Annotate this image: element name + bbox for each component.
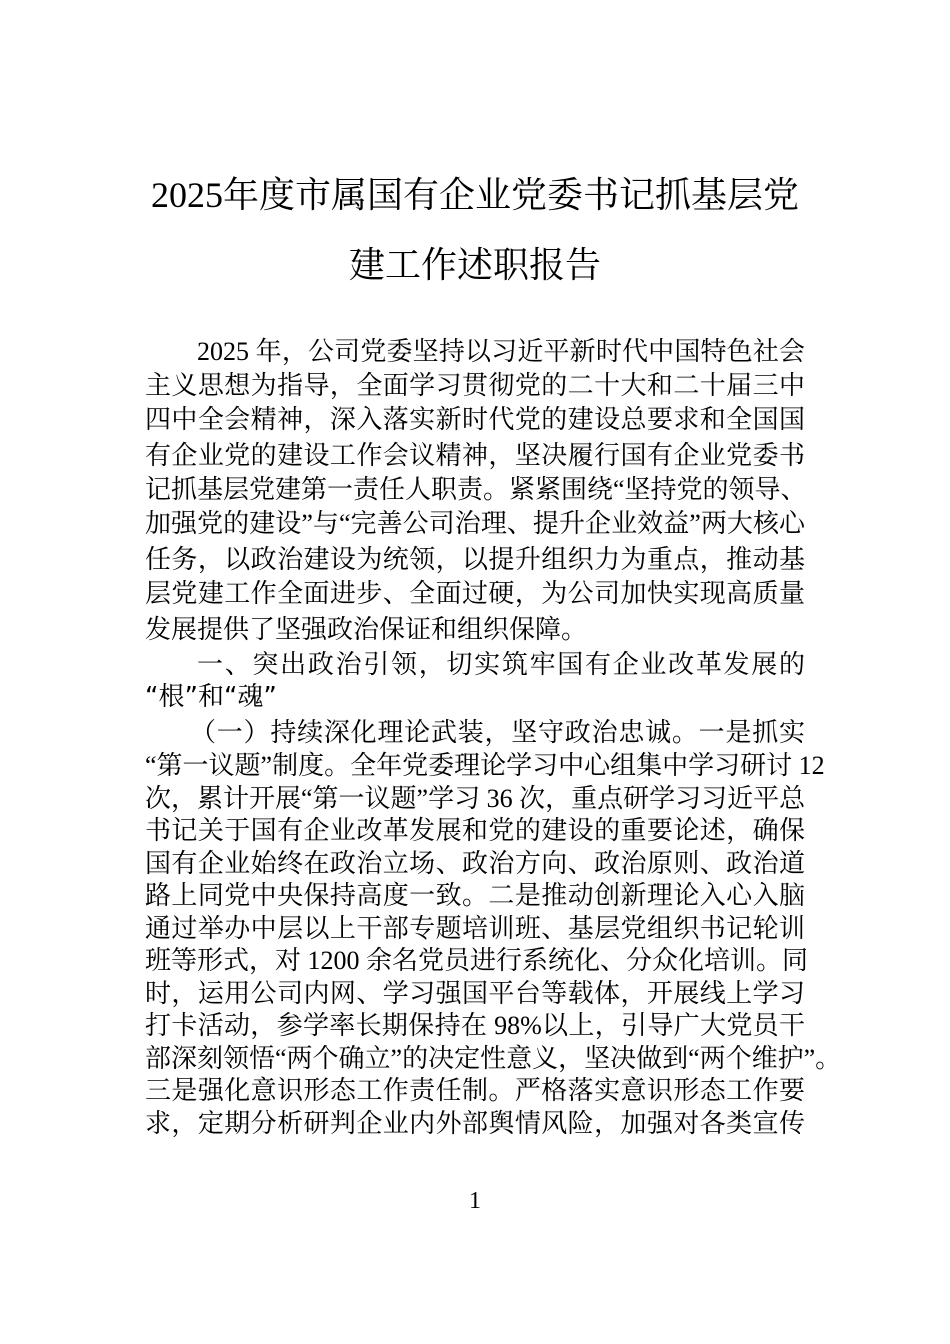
paragraph-line: 任务，以政治建设为统领，以提升组织力为重点，推动基 — [145, 545, 805, 574]
paragraph-line: 打卡活动，参学率长期保持在 98%以上，引导广大党员干 — [145, 1011, 805, 1040]
paragraph-line: 层党建工作全面进步、全面过硬，为公司加快实现高质量 — [145, 579, 805, 608]
paragraph-line: 主义思想为指导，全面学习贯彻党的二十大和二十届三中 — [145, 371, 805, 400]
section-heading-line: 一、突出政治引领，切实筑牢国有企业改革发展的 — [197, 650, 805, 680]
paragraph-line: 通过举办中层以上干部专题培训班、基层党组织书记轮训 — [145, 914, 805, 943]
paragraph-line: 记抓基层党建第一责任人职责。紧紧围绕“坚持党的领导、 — [145, 475, 807, 504]
paragraph-line: 次，累计开展“第一议题”学习 36 次，重点研学习习近平总 — [145, 784, 806, 813]
document-title-line-1: 2025年度市属国有企业党委书记抓基层党 — [150, 175, 799, 215]
paragraph-line: 有企业党的建设工作会议精神，坚决履行国有企业党委书 — [145, 441, 805, 470]
paragraph-line: “第一议题”制度。全年党委理论学习中心组集中学习研讨 12 — [145, 751, 825, 780]
paragraph-line: 求，定期分析研判企业内外部舆情风险，加强对各类宣传 — [145, 1109, 805, 1138]
section-heading-line: “根”和“魂” — [145, 682, 277, 712]
paragraph-line: 国有企业始终在政治立场、政治方向、政治原则、政治道 — [145, 849, 805, 878]
paragraph-line: 书记关于国有企业改革发展和党的建设的重要论述，确保 — [145, 816, 805, 845]
page-number: 1 — [469, 1188, 481, 1214]
paragraph-line: 三是强化意识形态工作责任制。严格落实意识形态工作要 — [145, 1076, 805, 1105]
paragraph-line: （一）持续深化理论武装，坚守政治忠诚。一是抓实 — [190, 718, 805, 747]
paragraph-line: 班等形式，对 1200 余名党员进行系统化、分众化培训。同 — [145, 946, 809, 975]
paragraph-line: 路上同党中央保持高度一致。二是推动创新理论入心入脑 — [145, 881, 805, 910]
paragraph-line: 发展提供了坚强政治保证和组织保障。 — [145, 615, 588, 644]
paragraph-line: 2025 年，公司党委坚持以习近平新时代中国特色社会 — [197, 337, 805, 366]
paragraph-line: 部深刻领悟“两个确立”的决定性意义，坚决做到“两个维护”。 — [145, 1044, 842, 1073]
document-title-line-2: 建工作述职报告 — [348, 245, 601, 285]
paragraph-line: 时，运用公司内网、学习强国平台等载体，开展线上学习 — [145, 979, 805, 1008]
paragraph-line: 四中全会精神，深入落实新时代党的建设总要求和全国国 — [145, 405, 805, 434]
paragraph-line: 加强党的建设”与“完善公司治理、提升企业效益”两大核心 — [145, 509, 805, 538]
